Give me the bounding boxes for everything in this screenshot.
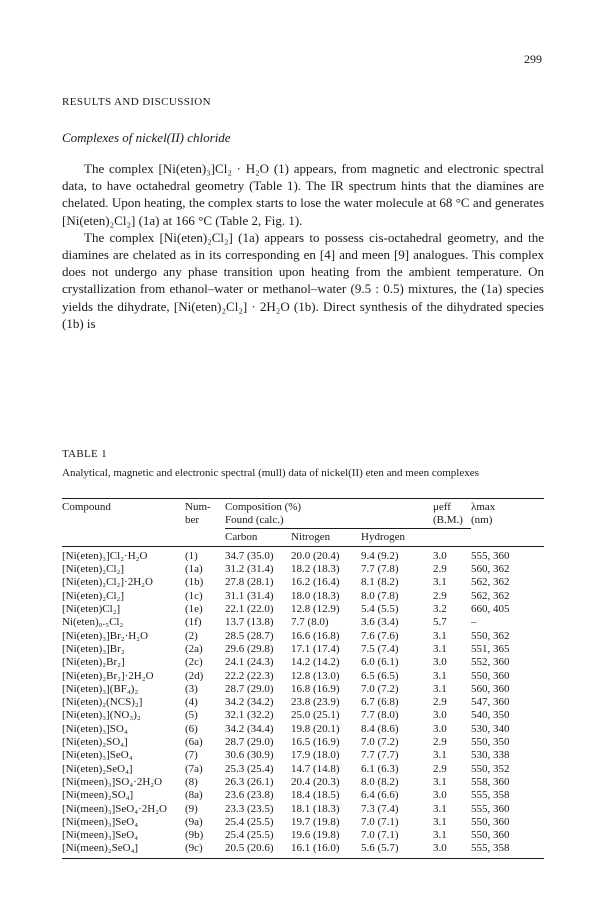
cell-compound: [Ni(eten)₂Cl₂] [62, 563, 125, 576]
table-body [62, 547, 544, 856]
cell-nitrogen: 25.0 (25.1) [291, 709, 340, 722]
cell-mu: 3.0 [433, 656, 447, 669]
table-row [62, 603, 544, 616]
cell-mu: 3.0 [433, 722, 447, 735]
cell-compound: [Ni(eten)₂Br₂] [62, 656, 125, 669]
cell-lambda: 552, 360 [471, 656, 510, 669]
cell-lambda: 555, 360 [471, 802, 510, 815]
table-row [62, 643, 544, 656]
cell-lambda: 540, 350 [471, 709, 510, 722]
table-row [62, 590, 544, 603]
cell-nitrogen: 18.1 (18.3) [291, 802, 340, 815]
cell-mu: 2.9 [433, 589, 447, 602]
cell-number: (4) [185, 696, 198, 709]
table-row [62, 816, 544, 829]
cell-lambda: 550, 360 [471, 815, 510, 828]
cell-carbon: 31.2 (31.4) [225, 563, 274, 576]
cell-hydrogen: 7.7 (7.8) [361, 563, 399, 576]
body-text [62, 160, 544, 332]
cell-hydrogen: 7.0 (7.2) [361, 736, 399, 749]
cell-number: (7a) [185, 762, 203, 775]
cell-carbon: 26.3 (26.1) [225, 775, 274, 788]
cell-lambda: 558, 360 [471, 775, 510, 788]
cell-lambda: 560, 362 [471, 563, 510, 576]
cell-number: (9c) [185, 842, 203, 855]
cell-lambda: 560, 360 [471, 682, 510, 695]
cell-compound: [Ni(eten)₃]SeO₄ [62, 749, 133, 762]
cell-mu: 2.9 [433, 762, 447, 775]
cell-compound: [Ni(meen)₃]SeO₄ [62, 829, 139, 842]
page-number: 299 [524, 52, 542, 66]
table-header-row [62, 514, 544, 528]
cell-mu: 2.9 [433, 563, 447, 576]
table-row [62, 670, 544, 683]
cell-mu: 3.1 [433, 682, 447, 695]
cell-mu: 3.1 [433, 642, 447, 655]
cell-compound: [Ni(eten)Cl₂] [62, 603, 121, 616]
cell-nitrogen: 20.0 (20.4) [291, 549, 340, 562]
cell-compound: [Ni(eten)₂Cl₂]·2H₂O [62, 576, 153, 589]
cell-number: (6) [185, 722, 198, 735]
cell-hydrogen: 6.4 (6.6) [361, 789, 399, 802]
cell-compound: [Ni(eten)₃]SO₄ [62, 722, 128, 735]
header-composition-sub: Found (calc.) [225, 514, 284, 527]
cell-mu: 3.1 [433, 576, 447, 589]
cell-nitrogen: 14.2 (14.2) [291, 656, 340, 669]
cell-nitrogen: 17.9 (18.0) [291, 749, 340, 762]
cell-hydrogen: 7.0 (7.2) [361, 682, 399, 695]
table-row [62, 763, 544, 776]
table-row [62, 576, 544, 589]
cell-mu: 2.9 [433, 696, 447, 709]
cell-number: (9b) [185, 829, 204, 842]
table-row [62, 616, 544, 629]
paragraph: The complex [Ni(eten)₃]Cl₂ · H₂O (1) appears, from magnetic and electronic spectral data, to have octahedral geometry (Table 1). The IR spectrum hints that the diamines are chelated. Upon heating, the complex starts to lose the water molecule at 68 °C and generates [Ni(eten)₂Cl₂] (1a) at 166 °C (Table 2, Fig. 1). [62, 161, 544, 228]
cell-hydrogen: 5.6 (5.7) [361, 842, 399, 855]
cell-compound: [Ni(eten)₃]Br₂·H₂O [62, 629, 149, 642]
cell-hydrogen: 7.3 (7.4) [361, 802, 399, 815]
cell-compound: [Ni(eten)₂Br₂]·2H₂O [62, 669, 154, 682]
cell-number: (8) [185, 775, 198, 788]
cell-compound: [Ni(eten)₃](NO₃)₂ [62, 709, 141, 722]
cell-nitrogen: 16.8 (16.9) [291, 682, 340, 695]
cell-hydrogen: 7.0 (7.1) [361, 829, 399, 842]
table-row [62, 547, 544, 563]
cell-number: (2d) [185, 669, 204, 682]
cell-nitrogen: 20.4 (20.3) [291, 775, 340, 788]
cell-number: (2c) [185, 656, 203, 669]
cell-compound: [Ni(meen)₂SeO₄] [62, 842, 139, 855]
cell-mu: 3.1 [433, 749, 447, 762]
cell-carbon: 29.6 (29.8) [225, 642, 274, 655]
cell-compound: [Ni(meen)₃]SeO₄·2H₂O [62, 802, 167, 815]
cell-nitrogen: 17.1 (17.4) [291, 642, 340, 655]
cell-carbon: 13.7 (13.8) [225, 616, 274, 629]
table-row [62, 749, 544, 762]
cell-compound: [Ni(meen)₃]SO₄·2H₂O [62, 775, 163, 788]
cell-hydrogen: 7.5 (7.4) [361, 642, 399, 655]
cell-compound: [Ni(eten)₃](BF₄)₂ [62, 682, 139, 695]
cell-nitrogen: 18.4 (18.5) [291, 789, 340, 802]
cell-carbon: 34.2 (34.2) [225, 696, 274, 709]
cell-carbon: 24.1 (24.3) [225, 656, 274, 669]
table-row [62, 789, 544, 802]
cell-carbon: 30.6 (30.9) [225, 749, 274, 762]
data-table [62, 498, 544, 859]
cell-hydrogen: 7.7 (8.0) [361, 709, 399, 722]
cell-number: (1c) [185, 589, 203, 602]
table-label: TABLE 1 [62, 448, 107, 460]
cell-mu: 3.0 [433, 709, 447, 722]
table-header-row [62, 499, 544, 515]
table-row [62, 656, 544, 669]
cell-nitrogen: 16.6 (16.8) [291, 629, 340, 642]
cell-nitrogen: 18.2 (18.3) [291, 563, 340, 576]
header-mu-unit: (B.M.) [433, 514, 463, 527]
cell-nitrogen: 7.7 (8.0) [291, 616, 329, 629]
cell-number: (9) [185, 802, 198, 815]
cell-mu: 3.0 [433, 842, 447, 855]
cell-carbon: 22.2 (22.3) [225, 669, 274, 682]
subsection-heading: Complexes of nickel(II) chloride [62, 130, 231, 145]
cell-mu: 3.1 [433, 815, 447, 828]
header-composition: Composition (%) [225, 501, 302, 513]
cell-mu: 2.9 [433, 736, 447, 749]
cell-lambda: 550, 360 [471, 829, 510, 842]
cell-number: (2a) [185, 642, 203, 655]
cell-lambda: 562, 362 [471, 576, 510, 589]
cell-carbon: 23.6 (23.8) [225, 789, 274, 802]
cell-nitrogen: 19.8 (20.1) [291, 722, 340, 735]
cell-lambda: 550, 360 [471, 669, 510, 682]
cell-nitrogen: 16.2 (16.4) [291, 576, 340, 589]
cell-hydrogen: 3.6 (3.4) [361, 616, 399, 629]
cell-carbon: 34.2 (34.4) [225, 722, 274, 735]
table-row [62, 563, 544, 576]
cell-lambda: 547, 360 [471, 696, 510, 709]
cell-number: (1) [185, 549, 198, 562]
cell-mu: 3.0 [433, 789, 447, 802]
header-hydrogen: Hydrogen [361, 528, 433, 546]
cell-nitrogen: 12.8 (13.0) [291, 669, 340, 682]
cell-hydrogen: 7.0 (7.1) [361, 815, 399, 828]
header-nitrogen: Nitrogen [291, 528, 361, 546]
cell-hydrogen: 6.1 (6.3) [361, 762, 399, 775]
table-row [62, 723, 544, 736]
cell-number: (8a) [185, 789, 203, 802]
cell-hydrogen: 7.7 (7.7) [361, 749, 399, 762]
cell-compound: [Ni(meen)₃]SeO₄ [62, 815, 139, 828]
cell-lambda: 550, 362 [471, 629, 510, 642]
cell-nitrogen: 16.1 (16.0) [291, 842, 340, 855]
table-row [62, 709, 544, 722]
cell-nitrogen: 14.7 (14.8) [291, 762, 340, 775]
cell-number: (5) [185, 709, 198, 722]
cell-number: (1e) [185, 603, 203, 616]
cell-nitrogen: 16.5 (16.9) [291, 736, 340, 749]
cell-nitrogen: 18.0 (18.3) [291, 589, 340, 602]
cell-mu: 3.1 [433, 669, 447, 682]
cell-compound: [Ni(eten)₃]Cl₂·H₂O [62, 549, 148, 562]
cell-lambda: 550, 352 [471, 762, 510, 775]
cell-lambda: 550, 350 [471, 736, 510, 749]
cell-mu: 3.0 [433, 549, 447, 562]
table-row [62, 736, 544, 749]
cell-lambda: 530, 340 [471, 722, 510, 735]
cell-hydrogen: 8.0 (8.2) [361, 775, 399, 788]
cell-nitrogen: 19.7 (19.8) [291, 815, 340, 828]
cell-number: (7) [185, 749, 198, 762]
cell-carbon: 28.7 (29.0) [225, 736, 274, 749]
table-row [62, 829, 544, 842]
cell-number: (1a) [185, 563, 203, 576]
cell-compound: [Ni(eten)₂(NCS)₂] [62, 696, 143, 709]
cell-lambda: 562, 362 [471, 589, 510, 602]
cell-lambda: – [471, 616, 477, 629]
cell-hydrogen: 6.7 (6.8) [361, 696, 399, 709]
cell-compound: [Ni(eten)₂SO₄] [62, 736, 128, 749]
cell-number: (1b) [185, 576, 204, 589]
header-mu: μeff [433, 501, 451, 513]
cell-number: (2) [185, 629, 198, 642]
cell-mu: 3.1 [433, 775, 447, 788]
table-caption: Analytical, magnetic and electronic spectral (mull) data of nickel(II) eten and meen complexes [62, 467, 479, 479]
header-number: Num- [185, 501, 211, 513]
cell-carbon: 32.1 (32.2) [225, 709, 274, 722]
cell-carbon: 31.1 (31.4) [225, 589, 274, 602]
cell-carbon: 25.4 (25.5) [225, 829, 274, 842]
cell-hydrogen: 8.0 (7.8) [361, 589, 399, 602]
cell-mu: 3.2 [433, 603, 447, 616]
table-row [62, 776, 544, 789]
cell-mu: 3.1 [433, 629, 447, 642]
cell-number: (1f) [185, 616, 202, 629]
table-row [62, 630, 544, 643]
cell-number: (9a) [185, 815, 203, 828]
cell-lambda: 555, 360 [471, 549, 510, 562]
cell-carbon: 25.3 (25.4) [225, 762, 274, 775]
cell-nitrogen: 19.6 (19.8) [291, 829, 340, 842]
cell-hydrogen: 8.1 (8.2) [361, 576, 399, 589]
table-row [62, 683, 544, 696]
cell-compound: [Ni(meen)₂SO₄] [62, 789, 134, 802]
cell-compound: Ni(eten)₀.₅Cl₂ [62, 616, 124, 629]
cell-carbon: 34.7 (35.0) [225, 549, 274, 562]
cell-mu: 5.7 [433, 616, 447, 629]
cell-carbon: 22.1 (22.0) [225, 603, 274, 616]
cell-lambda: 530, 338 [471, 749, 510, 762]
cell-hydrogen: 8.4 (8.6) [361, 722, 399, 735]
cell-lambda: 660, 405 [471, 603, 510, 616]
cell-carbon: 27.8 (28.1) [225, 576, 274, 589]
cell-nitrogen: 12.8 (12.9) [291, 603, 340, 616]
paragraph: The complex [Ni(eten)₂Cl₂] (1a) appears to possess cis-octahedral geometry, and the diamines are chelated as in its corresponding en [4] and meen [9] analogues. This complex does not undergo any phase transition upon heating from the ambient temperature. On crystallization from ethanol–water or methanol–water (9.5 : 0.5) mixtures, the (1a) species yields the dihydrate, [Ni(eten)₂Cl₂] · 2H₂O (1b). Direct synthesis of the dihydrated species (1b) is [62, 229, 544, 331]
cell-nitrogen: 23.8 (23.9) [291, 696, 340, 709]
cell-hydrogen: 7.6 (7.6) [361, 629, 399, 642]
cell-carbon: 23.3 (23.5) [225, 802, 274, 815]
table-row [62, 696, 544, 709]
cell-number: (3) [185, 682, 198, 695]
cell-hydrogen: 6.0 (6.1) [361, 656, 399, 669]
cell-hydrogen: 9.4 (9.2) [361, 549, 399, 562]
cell-carbon: 20.5 (20.6) [225, 842, 274, 855]
header-compound: Compound [62, 501, 111, 513]
cell-number: (6a) [185, 736, 203, 749]
cell-lambda: 555, 358 [471, 842, 510, 855]
section-heading: RESULTS AND DISCUSSION [62, 96, 211, 108]
header-carbon: Carbon [225, 528, 291, 546]
cell-mu: 3.1 [433, 802, 447, 815]
header-lambda: λmax [471, 501, 496, 513]
table-row [62, 803, 544, 816]
cell-carbon: 28.7 (29.0) [225, 682, 274, 695]
cell-compound: [Ni(eten)₂SeO₄] [62, 762, 133, 775]
header-number-cont: ber [185, 514, 200, 527]
cell-compound: [Ni(eten)₂Cl₂] [62, 589, 125, 602]
table-row [62, 842, 544, 855]
cell-compound: [Ni(eten)₃]Br₂ [62, 642, 125, 655]
table-subheader-row [62, 528, 544, 546]
header-lambda-unit: (nm) [471, 514, 493, 527]
cell-lambda: 551, 365 [471, 642, 510, 655]
cell-carbon: 25.4 (25.5) [225, 815, 274, 828]
cell-mu: 3.1 [433, 829, 447, 842]
cell-lambda: 555, 358 [471, 789, 510, 802]
cell-hydrogen: 6.5 (6.5) [361, 669, 399, 682]
cell-carbon: 28.5 (28.7) [225, 629, 274, 642]
cell-hydrogen: 5.4 (5.5) [361, 603, 399, 616]
